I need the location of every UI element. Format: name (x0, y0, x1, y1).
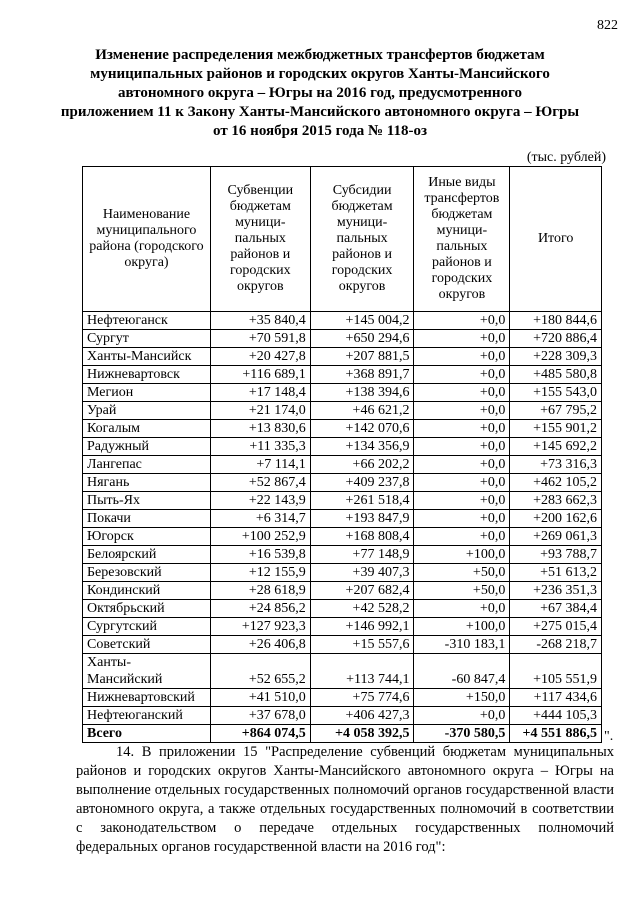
total-cell-subventions: +864 074,5 (210, 725, 310, 743)
cell-subventions: +17 148,4 (210, 384, 310, 402)
cell-subsidies: +406 427,3 (310, 707, 414, 725)
cell-subsidies: +261 518,4 (310, 492, 414, 510)
cell-total: +720 886,4 (510, 330, 602, 348)
cell-subsidies: +75 774,6 (310, 689, 414, 707)
table-row (83, 689, 602, 707)
cell-municipality: Березовский (83, 564, 211, 582)
cell-subsidies: +168 808,4 (310, 528, 414, 546)
table-header-row (83, 167, 602, 312)
cell-subsidies: +77 148,9 (310, 546, 414, 564)
header-total: Итого (510, 167, 602, 312)
cell-total: +93 788,7 (510, 546, 602, 564)
cell-total: +228 309,3 (510, 348, 602, 366)
cell-subventions: +116 689,1 (210, 366, 310, 384)
table-row (83, 330, 602, 348)
table-row (83, 456, 602, 474)
cell-municipality: Югорск (83, 528, 211, 546)
cell-total: +105 551,9 (510, 654, 602, 689)
cell-other-transfers: -310 183,1 (414, 636, 510, 654)
cell-subventions: +52 655,2 (210, 654, 310, 689)
total-cell-municipality: Всего (83, 725, 211, 743)
cell-municipality: Нижневартовск (83, 366, 211, 384)
paragraph-text: 14. В приложении 15 "Распределение субвенций бюджетам муниципальных районов и городских округов Ханты-Мансийского автономного округа – Югры на выполнение отдельных государственных полномочий органов государственной власти автономного округа, а также отдельных государственных полномочий в соответствии с законодательством о передаче отдельных государственных полномочий федеральных органов государственной власти на 2016 год": (76, 744, 614, 855)
cell-municipality: Нягань (83, 474, 211, 492)
cell-municipality: Покачи (83, 510, 211, 528)
table-row (83, 618, 602, 636)
cell-other-transfers: -60 847,4 (414, 654, 510, 689)
cell-municipality: Октябрьский (83, 600, 211, 618)
cell-municipality: Урай (83, 402, 211, 420)
cell-other-transfers: +0,0 (414, 312, 510, 330)
cell-municipality: Ханты-Мансийский (83, 654, 211, 689)
cell-subsidies: +138 394,6 (310, 384, 414, 402)
table-row (83, 492, 602, 510)
total-cell-total: +4 551 886,5 (510, 725, 602, 743)
units-label: (тыс. рублей) (526, 150, 606, 165)
cell-subventions: +35 840,4 (210, 312, 310, 330)
table-row (83, 312, 602, 330)
table-row (83, 474, 602, 492)
cell-other-transfers: +0,0 (414, 474, 510, 492)
table-row (83, 546, 602, 564)
cell-other-transfers: +0,0 (414, 384, 510, 402)
cell-subsidies: +113 744,1 (310, 654, 414, 689)
cell-subventions: +100 252,9 (210, 528, 310, 546)
cell-total: +180 844,6 (510, 312, 602, 330)
table-row (83, 636, 602, 654)
cell-other-transfers: +50,0 (414, 582, 510, 600)
cell-other-transfers: +0,0 (414, 402, 510, 420)
cell-municipality: Радужный (83, 438, 211, 456)
title-line: муниципальных районов и городских округов Ханты-Мансийского (90, 66, 550, 82)
cell-other-transfers: +0,0 (414, 330, 510, 348)
cell-other-transfers: +0,0 (414, 707, 510, 725)
cell-total: +67 795,2 (510, 402, 602, 420)
cell-subventions: +52 867,4 (210, 474, 310, 492)
cell-total: +117 434,6 (510, 689, 602, 707)
table-total-row (83, 725, 602, 743)
table-row (83, 582, 602, 600)
header-subsidies: Субсидии бюджетам муници-пальных районов и городских округов (310, 167, 414, 312)
cell-subventions: +13 830,6 (210, 420, 310, 438)
header-subventions: Субвенции бюджетам муници-пальных районов и городских округов (210, 167, 310, 312)
cell-municipality: Когалым (83, 420, 211, 438)
cell-other-transfers: +0,0 (414, 348, 510, 366)
document-title (60, 46, 580, 141)
cell-subventions: +12 155,9 (210, 564, 310, 582)
table-row (83, 564, 602, 582)
cell-municipality: Сургут (83, 330, 211, 348)
cell-total: +155 543,0 (510, 384, 602, 402)
body-paragraph (76, 743, 614, 857)
cell-subventions: +41 510,0 (210, 689, 310, 707)
cell-other-transfers: +0,0 (414, 492, 510, 510)
cell-other-transfers: +0,0 (414, 510, 510, 528)
cell-subsidies: +368 891,7 (310, 366, 414, 384)
cell-subventions: +70 591,8 (210, 330, 310, 348)
cell-other-transfers: +0,0 (414, 420, 510, 438)
cell-municipality: Лангепас (83, 456, 211, 474)
cell-subsidies: +193 847,9 (310, 510, 414, 528)
header-municipality: Наименование муниципального района (городского округа) (83, 167, 211, 312)
title-line: автономного округа – Югры на 2016 год, предусмотренного (118, 85, 522, 101)
cell-subsidies: +207 682,4 (310, 582, 414, 600)
page-number: 822 (597, 18, 618, 33)
cell-total: +200 162,6 (510, 510, 602, 528)
cell-total: +145 692,2 (510, 438, 602, 456)
transfers-table (82, 166, 602, 743)
table-row (83, 510, 602, 528)
cell-total: -268 218,7 (510, 636, 602, 654)
cell-municipality: Белоярский (83, 546, 211, 564)
cell-other-transfers: +0,0 (414, 438, 510, 456)
header-other-transfers: Иные виды трансфертов бюджетам муници-пальных районов и городских округов (414, 167, 510, 312)
cell-subventions: +7 114,1 (210, 456, 310, 474)
cell-other-transfers: +0,0 (414, 600, 510, 618)
closing-quote: ". (604, 729, 614, 744)
table-row (83, 384, 602, 402)
cell-other-transfers: +100,0 (414, 618, 510, 636)
cell-municipality: Советский (83, 636, 211, 654)
cell-municipality: Сургутский (83, 618, 211, 636)
cell-subventions: +21 174,0 (210, 402, 310, 420)
cell-subsidies: +42 528,2 (310, 600, 414, 618)
cell-other-transfers: +0,0 (414, 366, 510, 384)
table-row (83, 707, 602, 725)
table-row (83, 528, 602, 546)
table-row (83, 402, 602, 420)
cell-total: +283 662,3 (510, 492, 602, 510)
cell-municipality: Нижневартовский (83, 689, 211, 707)
cell-total: +485 580,8 (510, 366, 602, 384)
cell-municipality: Мегион (83, 384, 211, 402)
total-cell-subsidies: +4 058 392,5 (310, 725, 414, 743)
cell-subventions: +16 539,8 (210, 546, 310, 564)
table-row (83, 600, 602, 618)
cell-municipality: Пыть-Ях (83, 492, 211, 510)
cell-subsidies: +134 356,9 (310, 438, 414, 456)
cell-total: +73 316,3 (510, 456, 602, 474)
cell-subsidies: +207 881,5 (310, 348, 414, 366)
cell-total: +269 061,3 (510, 528, 602, 546)
cell-subsidies: +46 621,2 (310, 402, 414, 420)
table-row (83, 438, 602, 456)
cell-subventions: +24 856,2 (210, 600, 310, 618)
cell-subventions: +26 406,8 (210, 636, 310, 654)
table-row (83, 366, 602, 384)
cell-municipality: Нефтеюганск (83, 312, 211, 330)
cell-subventions: +6 314,7 (210, 510, 310, 528)
cell-municipality: Кондинский (83, 582, 211, 600)
title-line: Изменение распределения межбюджетных трансфертов бюджетам (95, 47, 545, 63)
table-row (83, 420, 602, 438)
cell-other-transfers: +150,0 (414, 689, 510, 707)
cell-subventions: +20 427,8 (210, 348, 310, 366)
cell-total: +444 105,3 (510, 707, 602, 725)
total-cell-other-transfers: -370 580,5 (414, 725, 510, 743)
cell-subsidies: +66 202,2 (310, 456, 414, 474)
cell-municipality: Нефтеюганский (83, 707, 211, 725)
cell-municipality: Ханты-Мансийск (83, 348, 211, 366)
cell-subsidies: +650 294,6 (310, 330, 414, 348)
cell-subventions: +127 923,3 (210, 618, 310, 636)
cell-subventions: +28 618,9 (210, 582, 310, 600)
cell-other-transfers: +0,0 (414, 456, 510, 474)
table-row (83, 348, 602, 366)
cell-subsidies: +39 407,3 (310, 564, 414, 582)
cell-total: +462 105,2 (510, 474, 602, 492)
cell-total: +67 384,4 (510, 600, 602, 618)
cell-subsidies: +142 070,6 (310, 420, 414, 438)
cell-subventions: +22 143,9 (210, 492, 310, 510)
cell-other-transfers: +50,0 (414, 564, 510, 582)
cell-total: +155 901,2 (510, 420, 602, 438)
cell-subsidies: +145 004,2 (310, 312, 414, 330)
cell-other-transfers: +100,0 (414, 546, 510, 564)
cell-total: +236 351,3 (510, 582, 602, 600)
table-row (83, 654, 602, 689)
cell-subventions: +37 678,0 (210, 707, 310, 725)
cell-other-transfers: +0,0 (414, 528, 510, 546)
title-line: от 16 ноября 2015 года № 118-оз (213, 123, 427, 139)
table-body (83, 312, 602, 743)
title-line: приложением 11 к Закону Ханты-Мансийского автономного округа – Югры (60, 104, 580, 120)
cell-subsidies: +15 557,6 (310, 636, 414, 654)
cell-total: +51 613,2 (510, 564, 602, 582)
cell-subsidies: +146 992,1 (310, 618, 414, 636)
cell-subventions: +11 335,3 (210, 438, 310, 456)
cell-subsidies: +409 237,8 (310, 474, 414, 492)
cell-total: +275 015,4 (510, 618, 602, 636)
